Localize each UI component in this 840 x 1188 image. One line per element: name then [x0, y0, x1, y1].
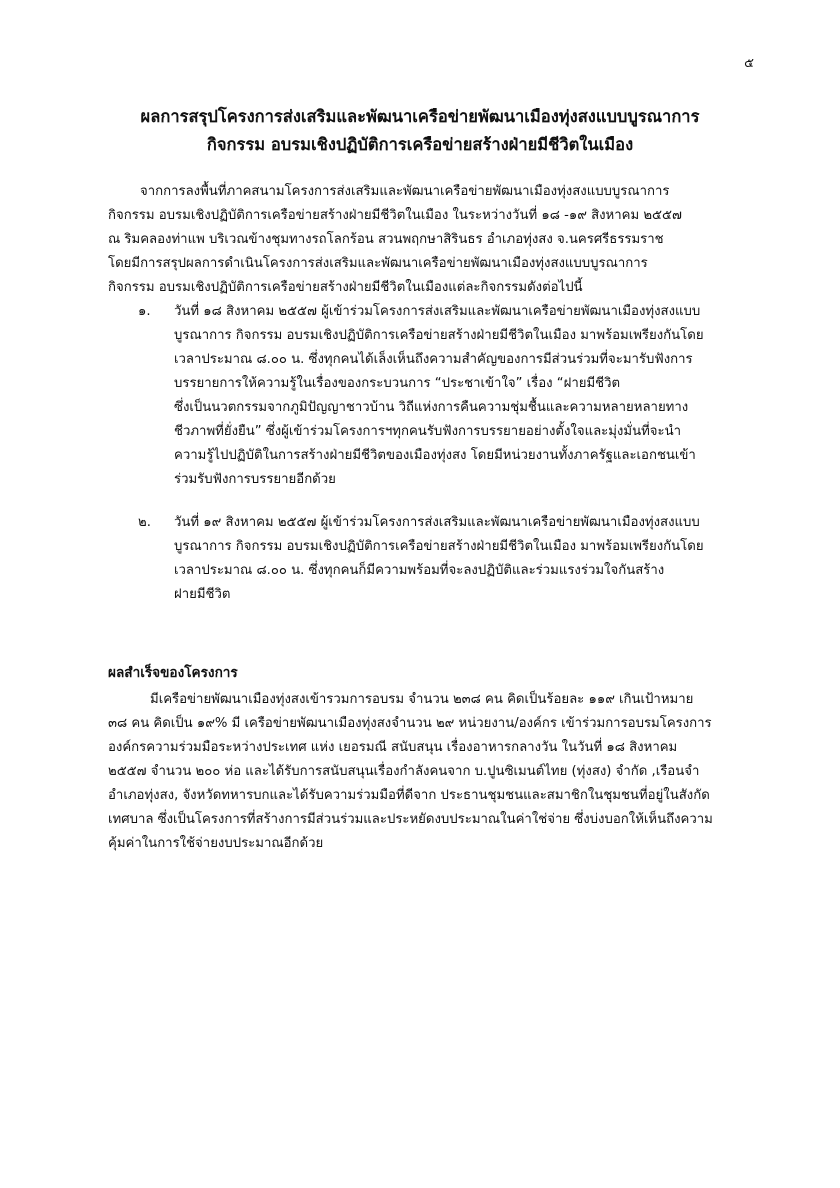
- document-title-line-2: กิจกรรม อบรมเชิงปฏิบัติการเครือข่ายสร้างฝ่ายมีชีวิตในเมือง: [206, 135, 634, 154]
- results-heading: ผลสำเร็จของโครงการ: [108, 665, 238, 681]
- results-line: องค์กรความร่วมมือระหว่างประเทศ แห่ง เยอรมณี สนับสนุน เรื่องอาหารกลางวัน ในวันที่ ๑๘ สิงหาคม: [108, 740, 678, 755]
- results-line: คุ้มค่าในการใช้จ่ายงบประมาณอีกด้วย: [108, 836, 324, 851]
- results-line: อำเภอทุ่งสง, จังหวัดทหารบกและได้รับความร่วมมือที่ดีจาก ประธานชุมชนและสมาชิกในชุมชนที่อยู่ในสังกัด: [108, 788, 710, 803]
- list-item-line: ฝายมีชีวิต: [174, 587, 231, 602]
- list-item-line: บรรยายการให้ความรู้ในเรื่องของกระบวนการ “ประชาเข้าใจ” เรื่อง “ฝายมีชีวิต: [174, 376, 621, 391]
- results-line: มีเครือข่ายพัฒนาเมืองทุ่งสงเข้ารวมการอบรม จำนวน ๒๓๘ คน คิดเป็นร้อยละ ๑๑๙ เกินเป้าหมาย: [150, 692, 694, 707]
- list-item-line: ร่วมรับฟังการบรรยายอีกด้วย: [174, 472, 336, 487]
- list-item-line: วันที่ ๑๙ สิงหาคม ๒๕๕๗ ผู้เข้าร่วมโครงการส่งเสริมและพัฒนาเครือข่ายพัฒนาเมืองทุ่งสงแบบ: [174, 515, 700, 530]
- intro-paragraph: [108, 180, 738, 300]
- intro-line: โดยมีการสรุปผลการดำเนินโครงการส่งเสริมและพัฒนาเครือข่ายพัฒนาเมืองทุ่งสงแบบบูรณาการ: [108, 256, 648, 271]
- document-title-line-1: ผลการสรุปโครงการส่งเสริมและพัฒนาเครือข่ายพัฒนาเมืองทุ่งสงแบบบูรณาการ: [140, 107, 700, 126]
- results-line: ๒๕๕๗ จำนวน ๒๐๐ ห่อ และได้รับการสนับสนุนเรื่องกำลังคนจาก บ.ปูนซิเมนต์ไทย (ทุ่งสง) จำกัด ,เรือนจำ: [108, 764, 700, 779]
- list-item-number: ๑.: [138, 304, 151, 319]
- page-number: ๕: [744, 56, 754, 71]
- list-item-line: บูรณาการ กิจกรรม อบรมเชิงปฏิบัติการเครือข่ายสร้างฝ่ายมีชีวิตในเมือง มาพร้อมเพรียงกันโดย: [174, 539, 704, 554]
- results-line: ๓๘ คน คิดเป็น ๑๙% มี เครือข่ายพัฒนาเมืองทุ่งสงจำนวน ๒๙ หน่วยงาน/องค์กร เข้าร่วมการอบรมโครงการ: [108, 716, 712, 731]
- results-paragraph: [108, 688, 738, 856]
- list-item-line: เวลาประมาณ ๘.๐๐ น. ซึ่งทุกคนก็มีความพร้อมที่จะลงปฏิบัติและร่วมแรงร่วมใจกันสร้าง: [174, 563, 665, 578]
- list-item-number: ๒.: [138, 515, 151, 530]
- intro-line: ณ ริมคลองท่าแพ บริเวณข้างชุมทางรถโลกร้อน สวนพฤกษาสิรินธร อำเภอทุ่งสง จ.นครศรีธรรมราช: [108, 232, 664, 247]
- list-item-line: วันที่ ๑๘ สิงหาคม ๒๕๕๗ ผู้เข้าร่วมโครงการส่งเสริมและพัฒนาเครือข่ายพัฒนาเมืองทุ่งสงแบบ: [174, 304, 701, 319]
- intro-line: กิจกรรม อบรมเชิงปฏิบัติการเครือข่ายสร้างฝ่ายมีชีวิตในเมือง ในระหว่างวันที่ ๑๘ -๑๙ สิงหาคม ๒๕๕๗: [108, 208, 682, 223]
- list-item-line: ซึ่งเป็นนวตกรรมจากภูมิปัญญาชาวบ้าน วิถีแห่งการคืนความชุ่มชื้นและความหลายหลายทาง: [174, 400, 689, 415]
- list-item-line: บูรณาการ กิจกรรม อบรมเชิงปฏิบัติการเครือข่ายสร้างฝ่ายมีชีวิตในเมือง มาพร้อมเพรียงกันโดย: [174, 328, 704, 343]
- list-item-line: ชีวภาพที่ยั่งยืน” ซึ่งผู้เข้าร่วมโครงการฯทุกคนรับฟังการบรรยายอย่างตั้งใจและมุ่งมั่นที่จะนำ: [174, 424, 682, 439]
- intro-line: กิจกรรม อบรมเชิงปฏิบัติการเครือข่ายสร้างฝ่ายมีชีวิตในเมืองแต่ละกิจกรรมดังต่อไปนี้: [108, 280, 583, 295]
- intro-line: จากการลงพื้นที่ภาคสนามโครงการส่งเสริมและพัฒนาเครือข่ายพัฒนาเมืองทุ่งสงแบบบูรณาการ: [140, 184, 670, 199]
- results-line: เทศบาล ซึ่งเป็นโครงการที่สร้างการมีส่วนร่วมและประหยัดงบประมาณในค่าใช่จ่าย ซึ่งบ่งบอกให้เห็นถึงความ: [108, 812, 713, 827]
- list-item-line: ความรู้ไปปฏิบัติในการสร้างฝ่ายมีชีวิตของเมืองทุ่งสง โดยมีหน่วยงานทั้งภาครัฐและเอกชนเข้า: [174, 448, 696, 463]
- list-item-line: เวลาประมาณ ๘.๐๐ น. ซึ่งทุกคนได้เล็งเห็นถึงความสำคัญของการมีส่วนร่วมที่จะมารับฟังการ: [174, 352, 693, 367]
